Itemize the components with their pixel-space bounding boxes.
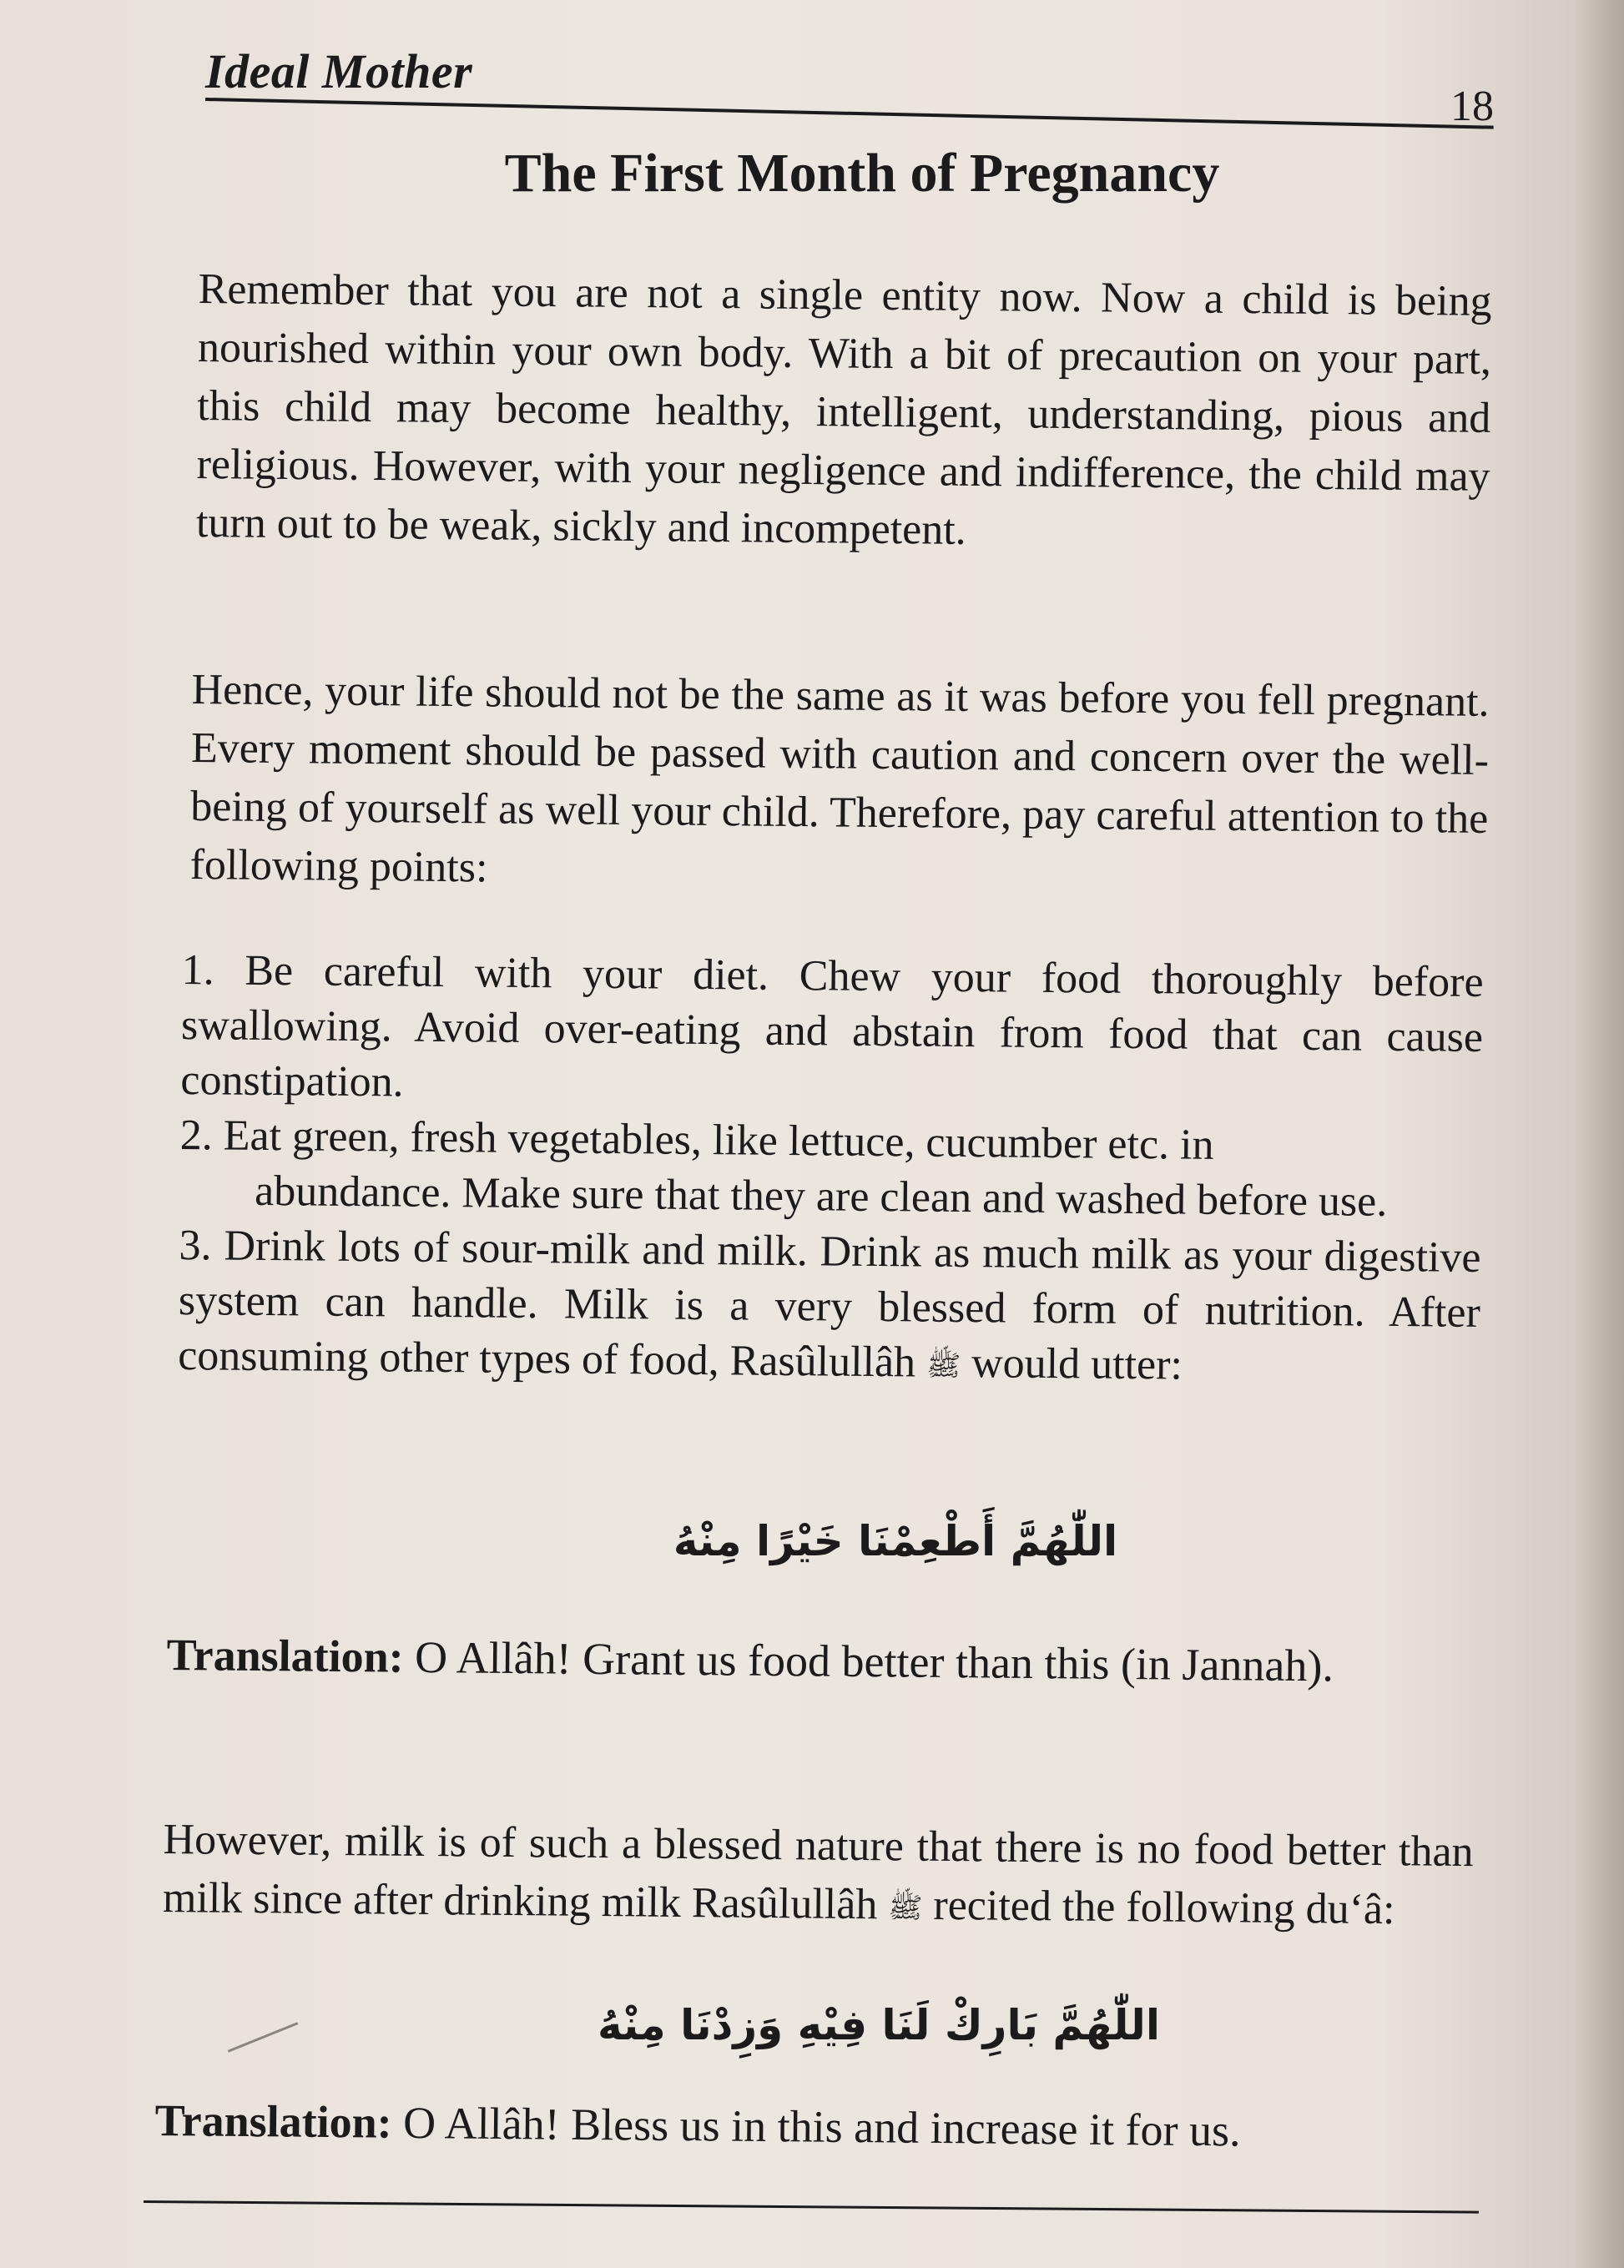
dua-1-block (0, 1517, 1624, 1565)
point-3-text: 3. Drink lots of sour-milk and milk. Drink as much milk as your digestive system can handle. Milk is a very blessed form of nutrition. After consuming other types of food, Rasûlullâh (177, 1221, 1481, 1387)
translation-2 (154, 2093, 1490, 2160)
honorific-symbol: ﷺ (925, 1350, 961, 1383)
translation-1-label: Translation: (166, 1629, 404, 1682)
translation-2-block (154, 2093, 1624, 2164)
paragraph-milk (163, 1811, 1474, 1943)
translation-1 (166, 1627, 1477, 1695)
point-2-first-line: 2. Eat green, fresh vegetables, like lettuce, cucumber etc. in (179, 1111, 1214, 1169)
paragraph-hence: Hence, your life should not be the same as it was before you fell pregnant. Every moment should be passed with caution and concern over the well-being of yourself as well your child. Therefore, pay careful attention to the following points: (189, 665, 1490, 892)
paragraph-block-3 (163, 1811, 1624, 1947)
point-3-end: would utter: (971, 1339, 1183, 1389)
translation-2-text: O Allâh! Bless us in this and increase it for us. (402, 2097, 1241, 2156)
dua-2-block (0, 2001, 1624, 2049)
translation-1-block (166, 1627, 1624, 1698)
running-head: Ideal Mother (205, 44, 473, 98)
translation-2-label: Translation: (154, 2094, 392, 2148)
paragraph-milk-end: recited the following du‘â: (933, 1881, 1395, 1934)
dua-1-arabic: اللّٰهُمَّ أَطْعِمْنَا خَيْرًا مِنْهُ (673, 1517, 1118, 1565)
header-rule (205, 98, 1494, 129)
point-2-continuation: abundance. Make sure that they are clean and washed before use. (254, 1167, 1388, 1226)
paragraph-block-2 (189, 661, 1624, 910)
dua-2-arabic: اللّٰهُمَّ بَارِكْ لَنَا فِيْهِ وَزِدْنَا مِنْهُ (598, 2001, 1160, 2049)
chapter-title: The First Month of Pregnancy (504, 143, 1220, 204)
page-number: 18 (1450, 83, 1494, 130)
honorific-symbol-2: ﷺ (888, 1893, 923, 1924)
points-list (178, 943, 1624, 1403)
list-item-point-2 (179, 1108, 1482, 1231)
footer-rule (144, 2200, 1479, 2214)
paragraph-intro: Remember that you are not a single entity now. Now a child is being nourished within your own body. With a bit of precaution on your part, this child may become healthy, intelligent, understanding, pious and religious. However, with your negligence and indifference, the child may turn out to be weak, sickly and incompetent. (195, 265, 1492, 554)
list-item-point-1: 1. Be careful with your diet. Chew your food thoroughly before swallowing. Avoid over-eating and abstain from food that can cause constipation. (180, 945, 1484, 1106)
list-item-point-3 (178, 1218, 1481, 1399)
paragraph-block-1 (196, 260, 1624, 568)
paragraph-milk-text: However, milk is of such a blessed nature that there is no food better than milk since after drinking milk Rasûlullâh (162, 1815, 1474, 1929)
translation-1-text: O Allâh! Grant us food better than this (in Jannah). (414, 1631, 1334, 1691)
